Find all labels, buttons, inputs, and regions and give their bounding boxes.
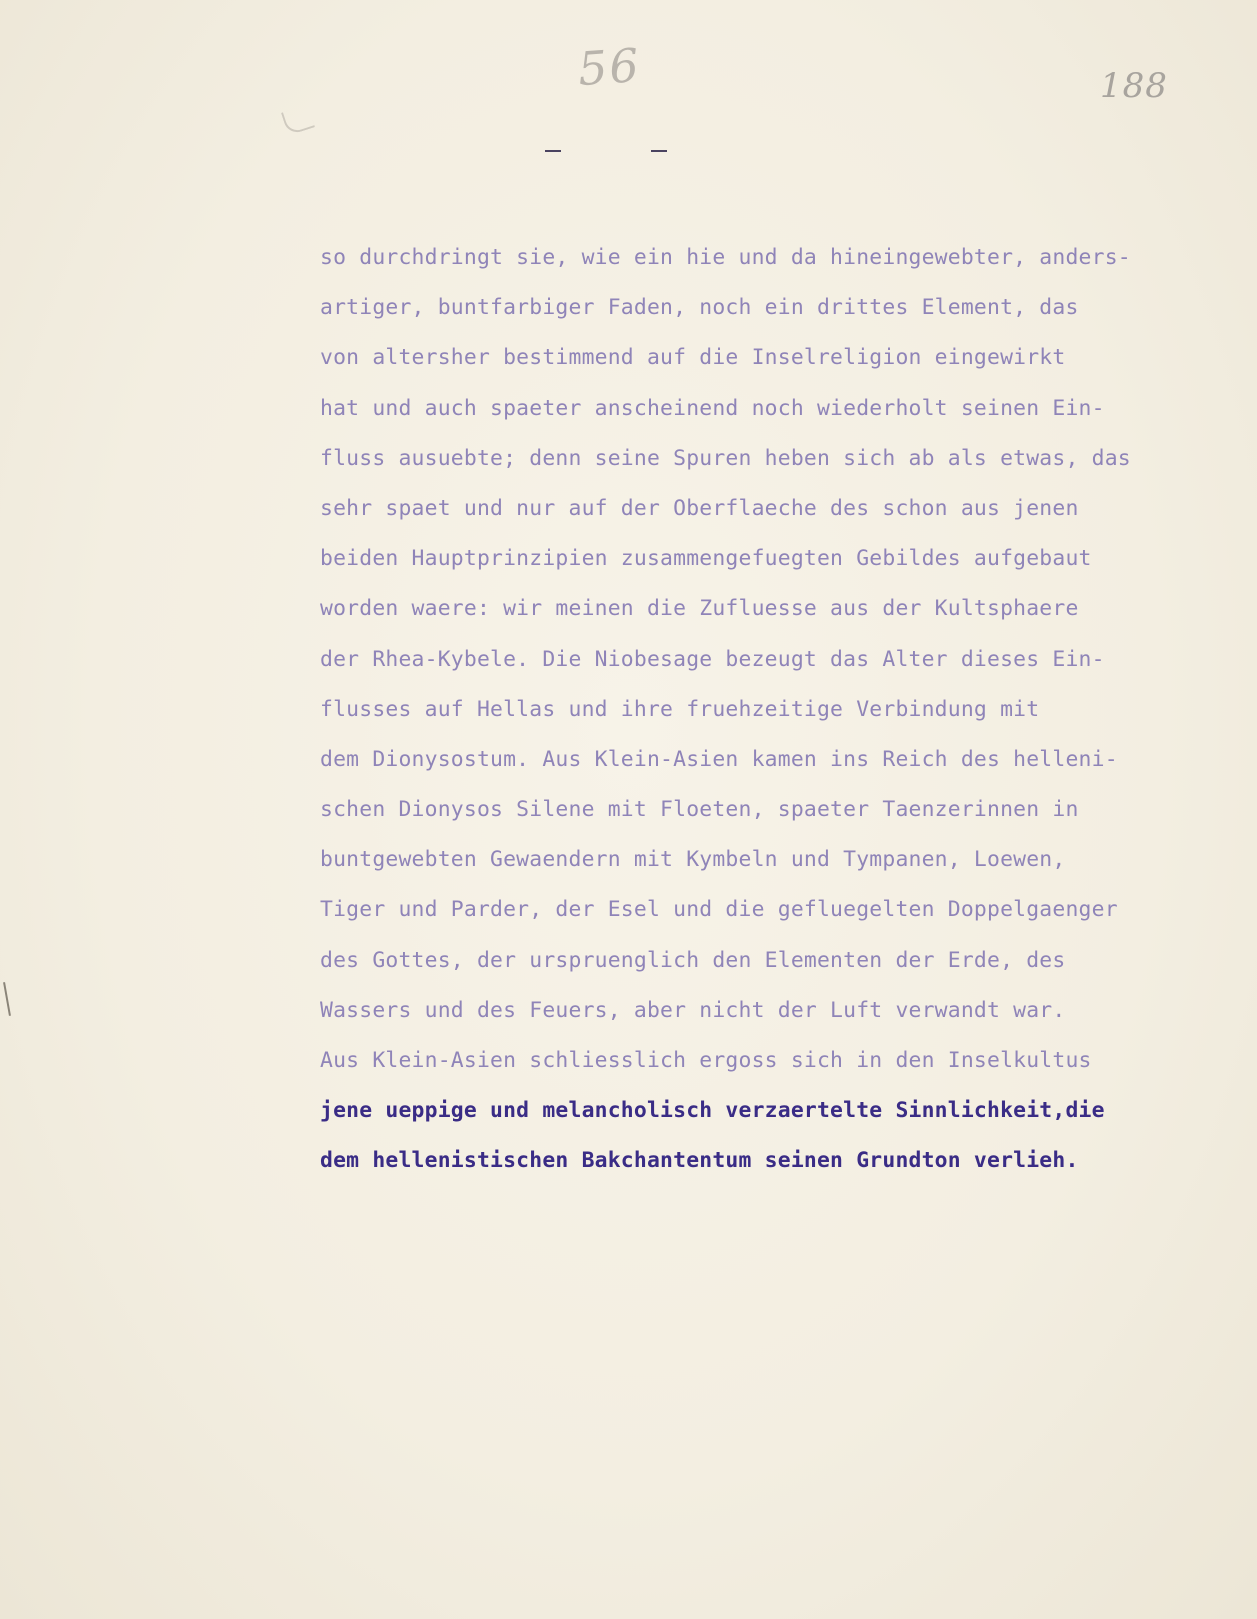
text-line: fluss ausuebte; denn seine Spuren heben sich ab als etwas, das [320,445,1131,471]
text-line: hat und auch spaeter anscheinend noch wiederholt seinen Ein- [320,395,1105,421]
text-line: flusses auf Hellas und ihre fruehzeitige Verbindung mit [320,696,1040,722]
header-dash-right [651,150,667,152]
header-dash-left [545,150,561,152]
text-line: schen Dionysos Silene mit Floeten, spaeter Taenzerinnen in [320,797,1079,823]
text-line: worden waere: wir meinen die Zufluesse aus der Kultsphaere [320,596,1079,622]
text-line: dem Dionysostum. Aus Klein-Asien kamen ins Reich des helleni- [320,746,1118,772]
text-line: der Rhea-Kybele. Die Niobesage bezeugt das Alter dieses Ein- [320,646,1105,672]
text-line-dark: dem hellenistischen Bakchantentum seinen Grundton verlieh. [320,1148,1079,1174]
paper-edge-mark [3,982,11,1016]
text-line: Wassers und des Feuers, aber nicht der Luft verwandt war. [320,997,1066,1023]
text-line: Tiger und Parder, der Esel und die gefluegelten Doppelgaenger [320,897,1118,923]
pencil-check-mark [281,104,315,135]
page-number: 188 [1100,66,1168,106]
text-line-dark: jene ueppige und melancholisch verzaertelte Sinnlichkeit,die [320,1098,1105,1124]
text-line: des Gottes, der urspruenglich den Elementen der Erde, des [320,947,1066,973]
text-line: Aus Klein-Asien schliesslich ergoss sich in den Inselkultus [320,1048,1092,1073]
text-line: sehr spaet und nur auf der Oberflaeche des schon aus jenen [320,495,1079,521]
text-line: von altersher bestimmend auf die Inselreligion eingewirkt [320,345,1066,371]
text-line: beiden Hauptprinzipien zusammengefuegten Gebildes aufgebaut [320,546,1092,572]
text-line: artiger, buntfarbiger Faden, noch ein drittes Element, das [320,295,1079,321]
text-line: buntgewebten Gewaendern mit Kymbeln und Tympanen, Loewen, [320,847,1066,873]
typewritten-body [320,240,1250,1194]
text-line: so durchdringt sie, wie ein hie und da hineingewebter, anders- [320,245,1131,270]
handwritten-folio-number: 56 [576,37,643,97]
